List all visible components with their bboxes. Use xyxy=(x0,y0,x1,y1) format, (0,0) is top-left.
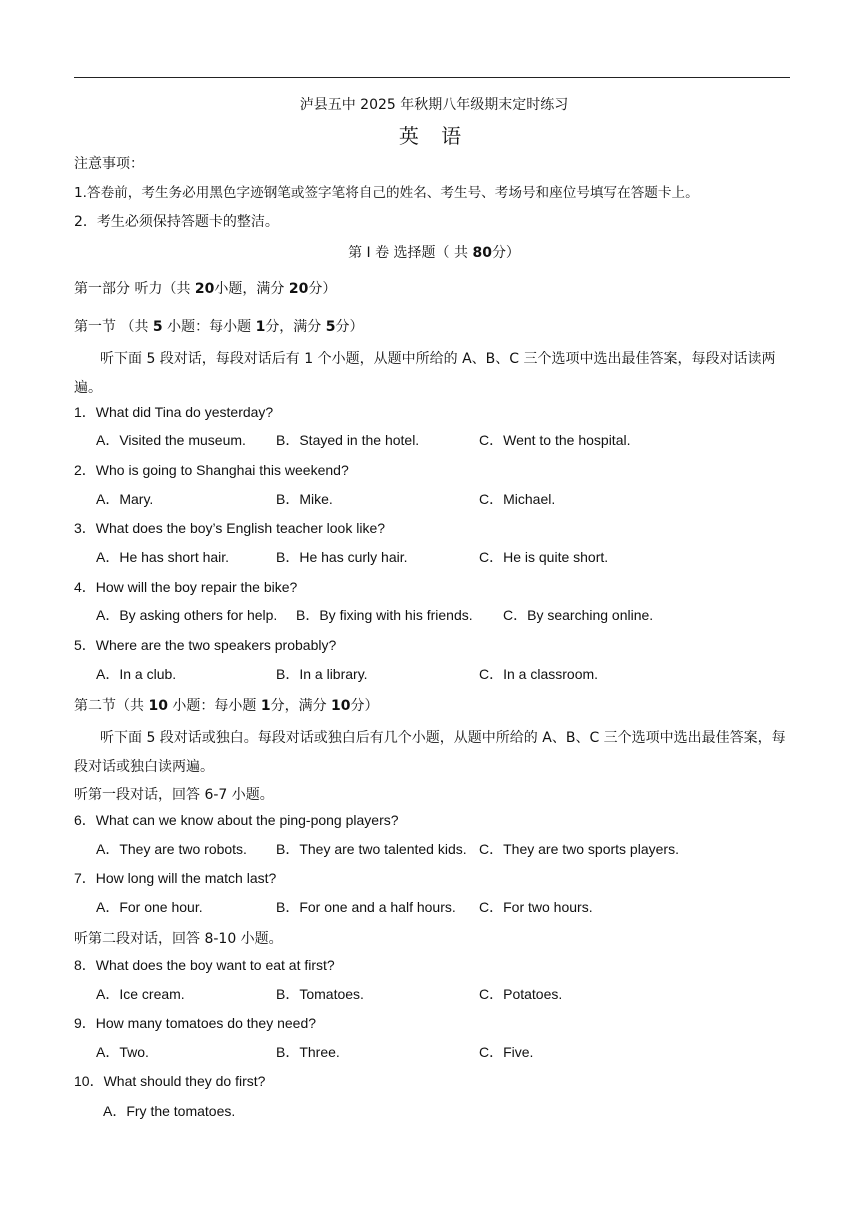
option-a: A．He has short hair. xyxy=(96,549,230,565)
option-b: B．He has curly hair. xyxy=(276,549,408,565)
option-b: B．They are two talented kids. xyxy=(276,841,467,857)
subject-title: 英 语 xyxy=(398,124,470,148)
option-b: B．Stayed in the hotel. xyxy=(276,432,420,448)
question-stem: 6．What can we know about the ping-pong players? xyxy=(74,812,399,828)
option-c: C．Five. xyxy=(479,1044,534,1060)
section2-heading: 第二节（共 10 小题：每小题 1分，满分 10分） xyxy=(74,698,379,714)
option-c: C．He is quite short. xyxy=(479,549,609,565)
option-c: C．Potatoes. xyxy=(479,986,563,1002)
option-a: A．By asking others for help. xyxy=(96,607,278,623)
option-c: C．By searching online. xyxy=(503,607,654,623)
question-stem: 8．What does the boy want to eat at first? xyxy=(74,957,335,973)
question-stem: 10．What should they do first? xyxy=(74,1073,266,1089)
notice-heading: 注意事项： xyxy=(74,156,144,172)
question-stem: 1．What did Tina do yesterday? xyxy=(74,404,274,420)
dialogue1-prompt: 听第一段对话，回答 6-7 小题。 xyxy=(74,787,274,803)
option-a: A．Visited the museum. xyxy=(96,432,246,448)
option-c: C．Went to the hospital. xyxy=(479,432,631,448)
option-b: B．Mike. xyxy=(276,491,333,507)
question-stem: 9．How many tomatoes do they need? xyxy=(74,1015,317,1031)
option-c: C．In a classroom. xyxy=(479,666,599,682)
option-b: B．By fixing with his friends. xyxy=(296,607,473,623)
option-b: B．For one and a half hours. xyxy=(276,899,456,915)
volume-heading: 第 I 卷 选择题（ 共 80分） xyxy=(348,245,520,261)
question-stem: 5．Where are the two speakers probably? xyxy=(74,637,337,653)
notice-item-2: 2．考生必须保持答题卡的整洁。 xyxy=(74,214,279,230)
option-a: A．Mary. xyxy=(96,491,154,507)
question-stem: 4．How will the boy repair the bike? xyxy=(74,579,298,595)
option-b: B．In a library. xyxy=(276,666,368,682)
option-a: A．For one hour. xyxy=(96,899,203,915)
question-stem: 2．Who is going to Shanghai this weekend? xyxy=(74,462,349,478)
dialogue2-prompt: 听第二段对话，回答 8-10 小题。 xyxy=(74,931,283,947)
section1-instruction: 听下面 5 段对话，每段对话后有 1 个小题，从题中所给的 A、B、C 三个选项中选出最佳答案，每段对话读两遍。 xyxy=(74,351,776,396)
part1-heading: 第一部分 听力（共 20小题，满分 20分） xyxy=(74,281,337,297)
notice-item-1: 1.答卷前，考生务必用黑色字迹钢笔或签字笔将自己的姓名、考生号、考场号和座位号填写在答题卡上。 xyxy=(74,185,699,201)
section2-instruction: 听下面 5 段对话或独白。每段对话或独白后有几个小题，从题中所给的 A、B、C 三个选项中选出最佳答案，每段对话或独白读两遍。 xyxy=(74,730,786,775)
option-a: A．They are two robots. xyxy=(96,841,247,857)
option-b: B．Three. xyxy=(276,1044,340,1060)
option-a: A．In a club. xyxy=(96,666,177,682)
option-a: A．Fry the tomatoes. xyxy=(103,1103,236,1119)
question-stem: 3．What does the boy’s English teacher look like? xyxy=(74,520,386,536)
option-b: B．Tomatoes. xyxy=(276,986,364,1002)
option-c: C．Michael. xyxy=(479,491,556,507)
exam-title: 泸县五中 2025 年秋期八年级期末定时练习 xyxy=(299,97,569,113)
option-a: A．Two. xyxy=(96,1044,149,1060)
option-a: A．Ice cream. xyxy=(96,986,185,1002)
question-stem: 7．How long will the match last? xyxy=(74,870,277,886)
section1-heading: 第一节 （共 5 小题：每小题 1分，满分 5分） xyxy=(74,319,364,335)
option-c: C．For two hours. xyxy=(479,899,593,915)
top-rule xyxy=(74,77,790,78)
option-c: C．They are two sports players. xyxy=(479,841,679,857)
